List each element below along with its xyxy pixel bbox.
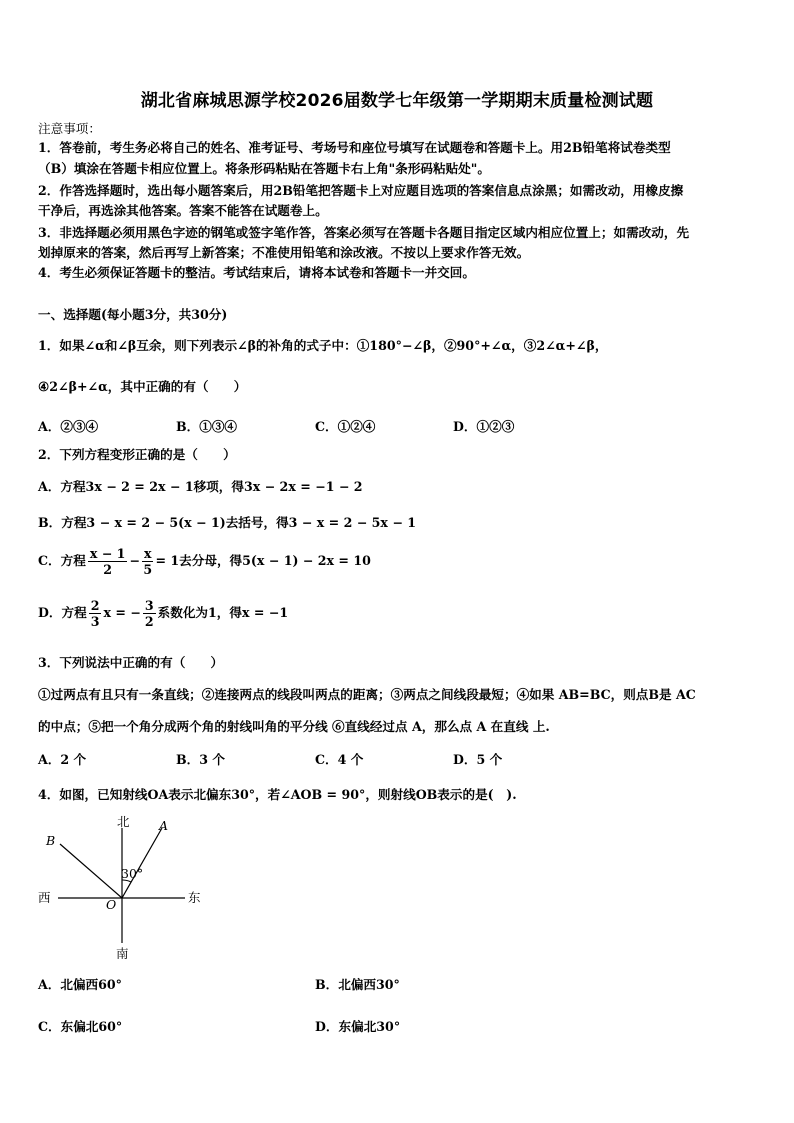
notice-item-1b: （B）填涂在答题卡相应位置上。将条形码粘贴在答题卡右上角"条形码粘贴处"。: [38, 161, 490, 176]
q1-option-b: B．①③④: [176, 419, 238, 434]
notice-item-2a: 2．作答选择题时，选出每小题答案后，用2B铅笔把答题卡上对应题目选项的答案信息点涂黑；如需改动，用橡皮擦: [38, 183, 684, 198]
q1-option-a: A．②③④: [38, 419, 99, 434]
notice-heading: 注意事项：: [38, 121, 101, 136]
angle-label: 30°: [121, 866, 144, 881]
q2-c-frac1-den: 2: [103, 562, 112, 577]
q4-option-c: C．东偏北60°: [38, 1019, 123, 1034]
q3-option-c: C．4 个: [315, 752, 364, 767]
page-title: 湖北省麻城思源学校2026届数学七年级第一学期期末质量检测试题: [140, 91, 654, 111]
q2-c-frac2-den: 5: [143, 562, 153, 577]
notice-item-1a: 1．答卷前，考生务必将自己的姓名、准考证号、考场号和座位号填写在试题卷和答题卡上。用2B铅笔将试卷类型: [38, 140, 671, 155]
ray-ob: [60, 844, 122, 898]
q1-stem-line1: 1．如果∠α和∠β互余，则下列表示∠β的补角的式子中：①180°−∠β，②90°+∠α，③2∠α+∠β，: [38, 338, 608, 353]
section-heading: 一、选择题(每小题3分，共30分): [38, 307, 228, 322]
notice-item-3a: 3．非选择题必须用黑色字迹的钢笔或签字笔作答，答案必须写在答题卡各题目指定区域内相应位置上；如需改动，先: [38, 225, 690, 240]
q4-option-a: A．北偏西60°: [38, 977, 122, 992]
notice-item-4: 4．考生必须保证答题卡的整洁。考试结束后，请将本试卷和答题卡一并交回。: [38, 265, 475, 280]
q2-d-frac1-num: 2: [90, 598, 100, 613]
east-label: 东: [188, 890, 201, 905]
q2-c-frac2-num: x: [143, 546, 152, 561]
q2-d-prefix: D．方程: [38, 605, 87, 620]
q2-c-suffix: = 1去分母，得5(x − 1) − 2x = 10: [155, 553, 371, 568]
compass-diagram: [30, 808, 220, 963]
point-o-label: O: [106, 897, 117, 912]
q2-c-fraction-2: [142, 546, 154, 577]
q2-c-frac1-num: x − 1: [89, 546, 126, 561]
q2-option-d: [38, 598, 288, 629]
q2-d-suffix: 系数化为1，得x = −1: [157, 605, 289, 620]
q2-c-prefix: C．方程: [38, 553, 86, 568]
q4-option-b: B．北偏西30°: [315, 977, 400, 992]
q2-stem: 2．下列方程变形正确的是（ ）: [38, 447, 236, 462]
q2-option-c: [38, 546, 371, 577]
q2-d-frac1-den: 3: [90, 614, 100, 629]
q2-option-a: A．方程3x − 2 = 2x − 1移项，得3x − 2x = −1 − 2: [38, 479, 363, 494]
q1-option-d: D．①②③: [453, 419, 515, 434]
q2-c-minus: −: [129, 553, 140, 568]
q2-d-frac2-num: 3: [144, 598, 154, 613]
north-label: 北: [117, 814, 130, 829]
south-label: 南: [116, 946, 129, 961]
q4-option-d: D．东偏北30°: [315, 1019, 401, 1034]
point-a-label: A: [159, 818, 169, 833]
q3-option-d: D．5 个: [453, 752, 503, 767]
notice-item-3b: 划掉原来的答案，然后再写上新答案；不准使用铅笔和涂改液。不按以上要求作答无效。: [38, 245, 530, 260]
q1-stem-line2: ④2∠β+∠α，其中正确的有（ ）: [38, 379, 247, 394]
point-b-label: B: [46, 833, 56, 848]
q3-option-a: A．2 个: [38, 752, 87, 767]
west-label: 西: [38, 890, 51, 905]
q1-option-c: C．①②④: [315, 419, 376, 434]
q2-d-fraction-2: [143, 598, 156, 629]
q3-stem: 3．下列说法中正确的有（ ）: [38, 655, 224, 670]
q3-line1: ①过两点有且只有一条直线；②连接两点的线段叫两点的距离；③两点之间线段最短；④如果 AB=BC，则点B是 AC: [38, 687, 696, 702]
q2-d-frac2-den: 2: [144, 614, 154, 629]
q2-d-mid: x = −: [103, 605, 141, 620]
notice-item-2b: 干净后，再选涂其他答案。答案不能答在试题卷上。: [38, 203, 328, 218]
q3-line2: 的中点；⑤把一个角分成两个角的射线叫角的平分线 ⑥直线经过点 A，那么点 A 在直线 上.: [38, 719, 550, 734]
ray-oa: [122, 828, 162, 898]
q4-stem: 4．如图，已知射线OA表示北偏东30°，若∠AOB = 90°，则射线OB表示的是( ).: [38, 787, 517, 802]
q3-option-b: B．3 个: [176, 752, 225, 767]
q2-c-fraction-1: [88, 546, 128, 577]
q2-d-fraction-1: [89, 598, 102, 629]
q2-option-b: B．方程3 − x = 2 − 5(x − 1)去括号，得3 − x = 2 − 5x − 1: [38, 515, 417, 530]
